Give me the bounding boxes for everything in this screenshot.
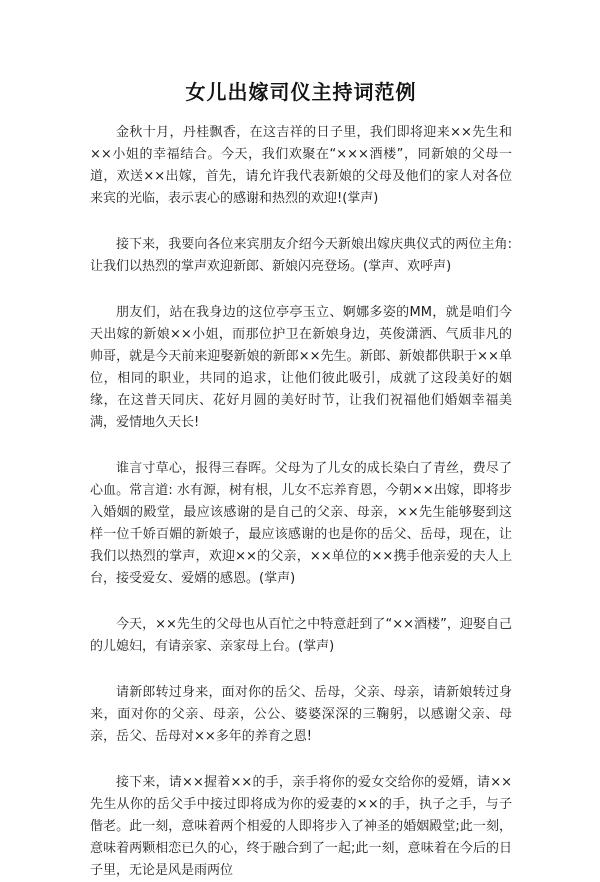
paragraph-5: 今天，××先生的父母也从百忙之中特意赶到了“××酒楼”，迎娶自己的儿媳妇，有请亲家、亲家母上台。(掌声) xyxy=(90,617,512,654)
paragraph-3: 朋友们，站在我身边的这位亭亭玉立、婀娜多姿的MM，就是咱们今天出嫁的新娘××小姐，而那位护卫在新娘身边，英俊潇洒、气质非凡的帅哥，就是今天前来迎娶新娘的新郎××先生。新郎、新娘都供职于××单位，相同的职业，共同的追求，让他们彼此吸引，成就了这段美好的姻缘，在这普天同庆、花好月圆的美好时节，让我们祝福他们婚姻幸福美满，爱情地久天长! xyxy=(90,305,512,430)
paragraph-4: 谁言寸草心，报得三春晖。父母为了儿女的成长染白了青丝，费尽了心血。常言道: 水有源，树有根，儿女不忘养育恩，今朝××出嫁，即将步入婚姻的殿堂，最应该感谢的是自己的父亲、母亲，××先生能够娶到这样一位千娇百媚的新娘子，最应该感谢的也是你的岳父、岳母，现在，让我们以热烈的掌声，欢迎××的父亲，××单位的××携手他亲爱的夫人上台，接受爱女、爱婿的感恩。(掌声) xyxy=(90,461,512,586)
paragraph-7: 接下来，请××握着××的手，亲手将你的爱女交给你的爱婿，请××先生从你的岳父手中接过即将成为你的爱妻的××的手，执子之手，与子偕老。此一刻，意味着两个相爱的人即将步入了神圣的婚姻殿堂;此一刻，意味着两颗相恋已久的心，终于融合到了一起;此一刻，意味着在今后的日子里，无论是风是雨两位 xyxy=(90,775,512,878)
paragraph-2: 接下来，我要向各位来宾朋友介绍今天新娘出嫁庆典仪式的两位主角: 让我们以热烈的掌声欢迎新郎、新娘闪亮登场。(掌声、欢呼声) xyxy=(90,237,512,274)
paragraph-1: 金秋十月，丹桂飘香，在这吉祥的日子里，我们即将迎来××先生和××小姐的幸福结合。今天，我们欢聚在“×××酒楼”，同新娘的父母一道，欢送××出嫁，首先，请允许我代表新娘的父母及他们的家人对各位来宾的光临，表示衷心的感谢和热烈的欢迎!(掌声) xyxy=(90,125,512,206)
paragraph-6: 请新郎转过身来，面对你的岳父、岳母，父亲、母亲，请新娘转过身来，面对你的父亲、母亲，公公、婆婆深深的三鞠躬，以感谢父亲、母亲，岳父、岳母对××多年的养育之恩! xyxy=(90,685,512,744)
document-title: 女儿出嫁司仪主持词范例 xyxy=(185,80,417,104)
